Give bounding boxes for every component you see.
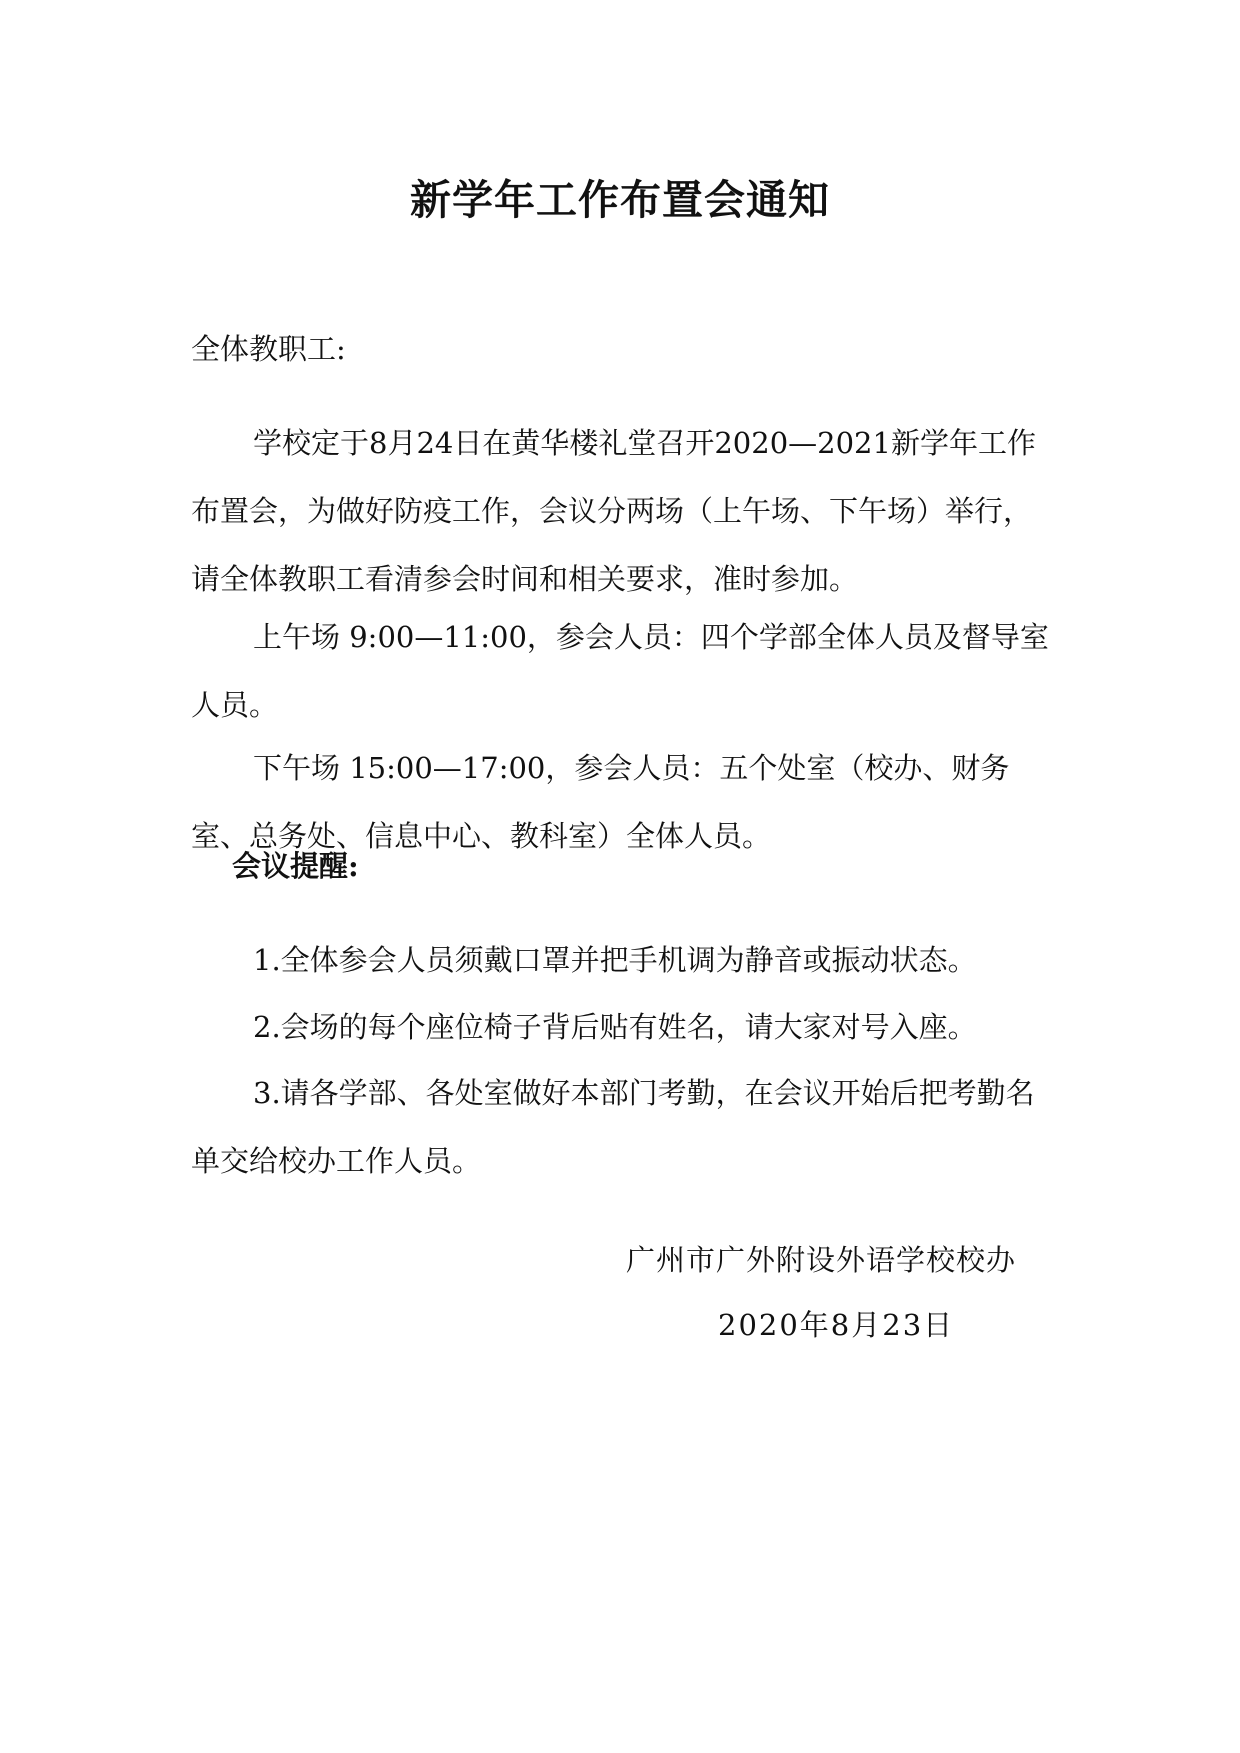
salutation: 全体教职工: [191,332,346,366]
paragraph-morning-session: 上午场 9:00—11:00，参会人员：四个学部全体人员及督导室人员。 [191,620,1049,722]
reminder-item-1: 1.全体参会人员须戴口罩并把手机调为静音或振动状态。 [253,943,977,977]
paragraph-intro: 学校定于8月24日在黄华楼礼堂召开2020—2021新学年工作布置会，为做好防疫工作，会议分两场（上午场、下午场）举行，请全体教职工看清参会时间和相关要求，准时参加。 [191,426,1036,596]
reminders-heading: 会议提醒: [232,849,359,883]
paragraph-afternoon-session: 下午场 15:00—17:00，参会人员：五个处室（校办、财务室、总务处、信息中心、教科室）全体人员。 [191,751,1010,853]
document-title: 新学年工作布置会通知 [410,176,830,224]
signature-date: 2020年8月23日 [718,1308,955,1342]
reminder-item-3: 3.请各学部、各处室做好本部门考勤，在会议开始后把考勤名单交给校办工作人员。 [191,1076,1035,1178]
reminder-item-2: 2.会场的每个座位椅子背后贴有姓名，请大家对号入座。 [253,1010,977,1044]
signature-issuer: 广州市广外附设外语学校校办 [626,1243,1017,1277]
